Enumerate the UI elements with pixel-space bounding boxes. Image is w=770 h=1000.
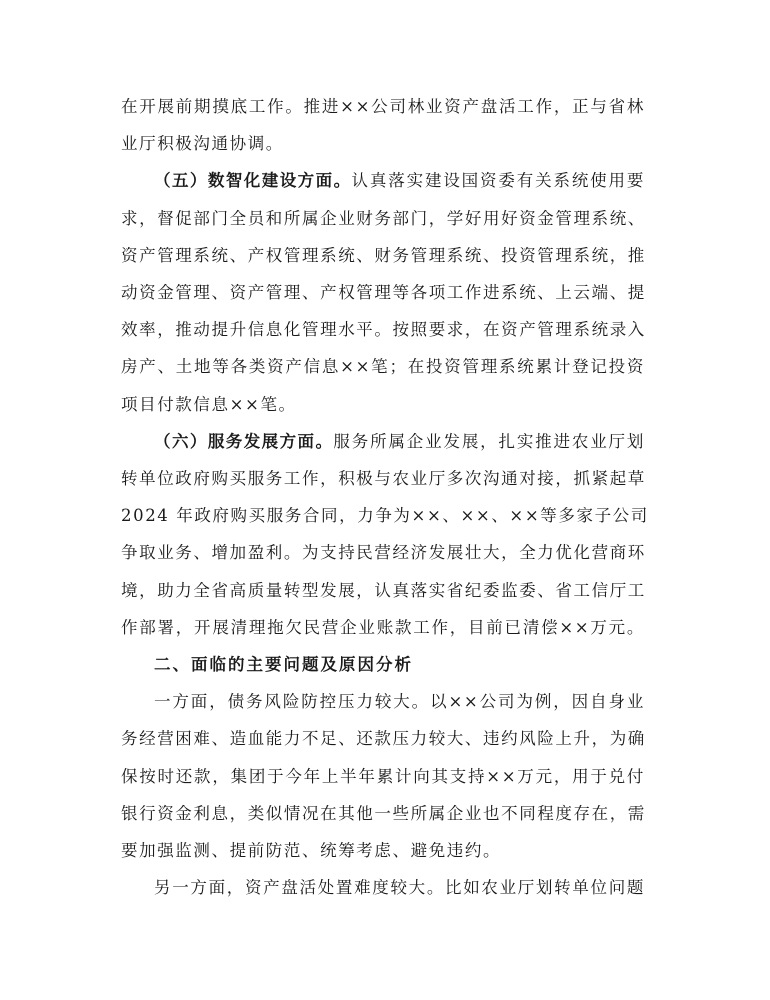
text-line: 在开展前期摸底工作。推进××公司林业资产盘活工作，正与省林 [121, 97, 645, 116]
text-line: 项目付款信息××笔。 [121, 394, 297, 414]
section-heading-two [121, 646, 645, 683]
text-line: 另一方面，资产盘活处置难度较大。比如农业厅划转单位问题 [154, 878, 645, 898]
paragraph-debt-risk [121, 683, 645, 869]
text-line: 求，督促部门全员和所属企业财务部门，学好用好资金管理系统、 [121, 208, 646, 228]
text-line: 务经营困难、造血能力不足、还款压力较大、违约风险上升，为确 [121, 729, 646, 749]
text-line: 银行资金利息，类似情况在其他一些所属企业也不同程度存在，需 [121, 803, 646, 823]
paragraph-continuation [121, 88, 645, 162]
text-line [121, 162, 645, 199]
heading-text: 二、面临的主要问题及原因分析 [154, 655, 413, 675]
text-line: 作部署，开展清理拖欠民营企业账款工作，目前已清偿××万元。 [121, 617, 645, 637]
text-line: 2024 年政府购买服务合同，力争为××、××、××等多家子公司 [121, 506, 649, 526]
section-heading-six: （六）服务发展方面。 [154, 431, 334, 451]
text-line: 保按时还款，集团于今年上半年累计向其支持××万元，用于兑付 [121, 766, 645, 786]
text-segment: 认真落实建设国资委有关系统使用要 [351, 171, 645, 191]
paragraph-service-development [121, 423, 649, 646]
text-line [121, 423, 645, 460]
text-line: 房产、土地等各类资产信息××笔；在投资管理系统累计登记投资 [121, 357, 645, 377]
section-heading-five: （五）数智化建设方面。 [154, 171, 352, 191]
text-line: 要加强监测、提前防范、统筹考虑、避免违约。 [121, 841, 502, 861]
text-line: 争取业务、增加盈利。为支持民营经济发展壮大，全力优化营商环 [121, 543, 646, 563]
text-line: 效率，推动提升信息化管理水平。按照要求，在资产管理系统录入 [121, 320, 646, 340]
text-line: 业厅积极沟通协调。 [121, 134, 284, 154]
paragraph-asset-disposal [121, 869, 645, 906]
text-line: 资产管理系统、产权管理系统、财务管理系统、投资管理系统，推 [121, 245, 646, 265]
paragraph-digital-construction [121, 162, 645, 422]
text-line: 转单位政府购买服务工作，积极与农业厅多次沟通对接，抓紧起草 [121, 469, 646, 489]
text-line: 境，助力全省高质量转型发展，认真落实省纪委监委、省工信厅工 [121, 580, 646, 600]
text-line: 动资金管理、资产管理、产权管理等各项工作进系统、上云端、提 [121, 283, 646, 303]
text-line: 一方面，债务风险防控压力较大。以××公司为例，因自身业 [154, 692, 645, 712]
text-segment: 服务所属企业发展，扎实推进农业厅划 [333, 431, 645, 451]
